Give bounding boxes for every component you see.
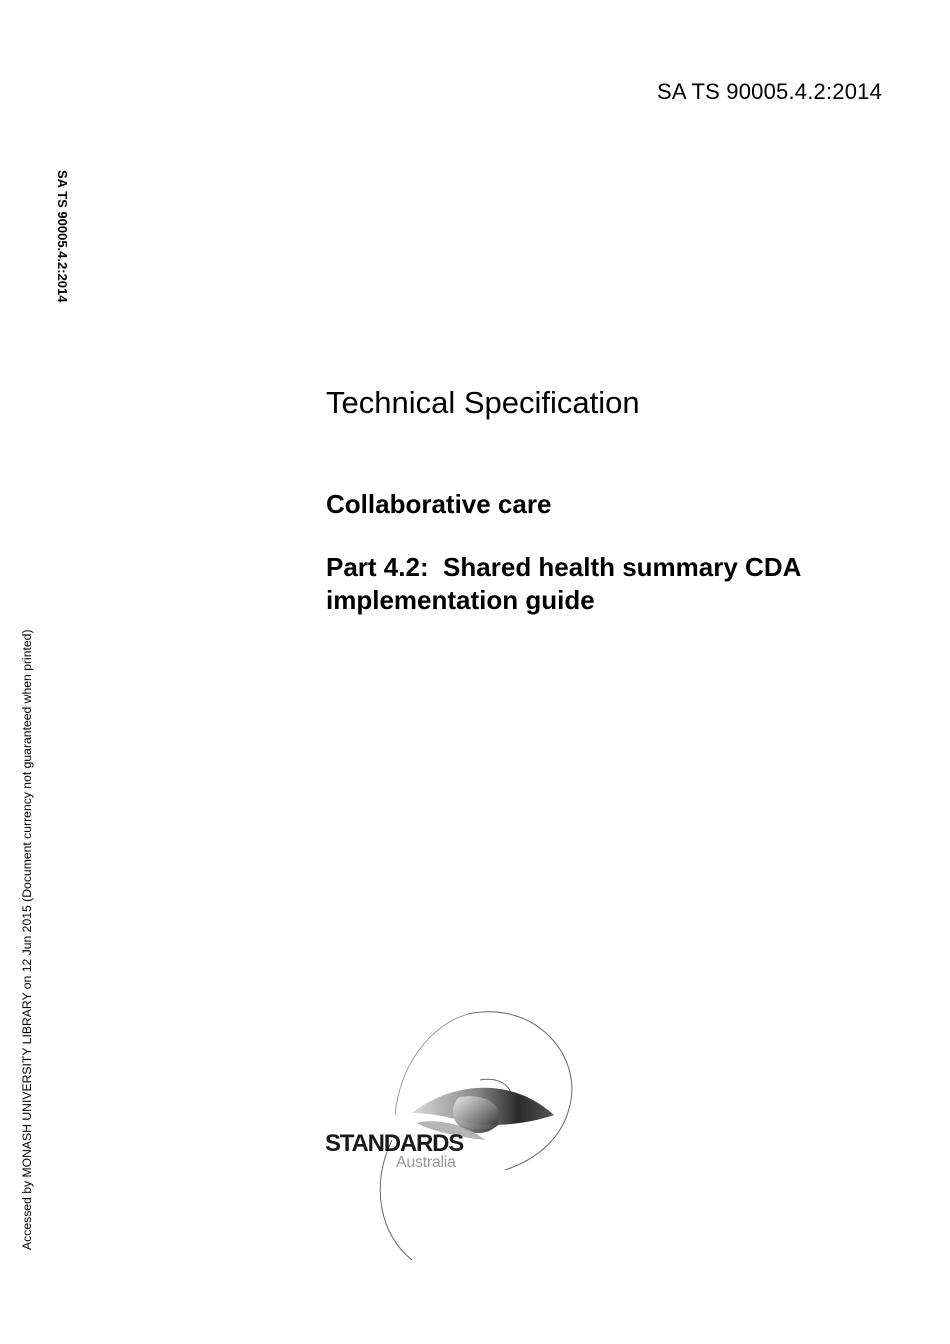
access-watermark-text: Accessed by MONASH UNIVERSITY LIBRARY on 12 Jun 2015 (Document currency not guaranteed when printed)	[20, 629, 34, 1250]
specification-type: Technical Specification	[326, 385, 640, 420]
spine-document-code-text: SA TS 90005.4.2:2014	[55, 170, 70, 303]
logo-subtitle: Australia	[396, 1154, 456, 1171]
document-code: SA TS 90005.4.2:2014	[657, 79, 882, 104]
standards-australia-logo	[320, 1005, 590, 1265]
part-title: Part 4.2: Shared health summary CDA implementation guide	[326, 552, 808, 615]
document-subject: Collaborative care	[326, 489, 552, 519]
logo-wordmark: STANDARDS	[325, 1130, 464, 1157]
spine-document-code	[54, 170, 78, 330]
access-watermark	[20, 598, 38, 1250]
